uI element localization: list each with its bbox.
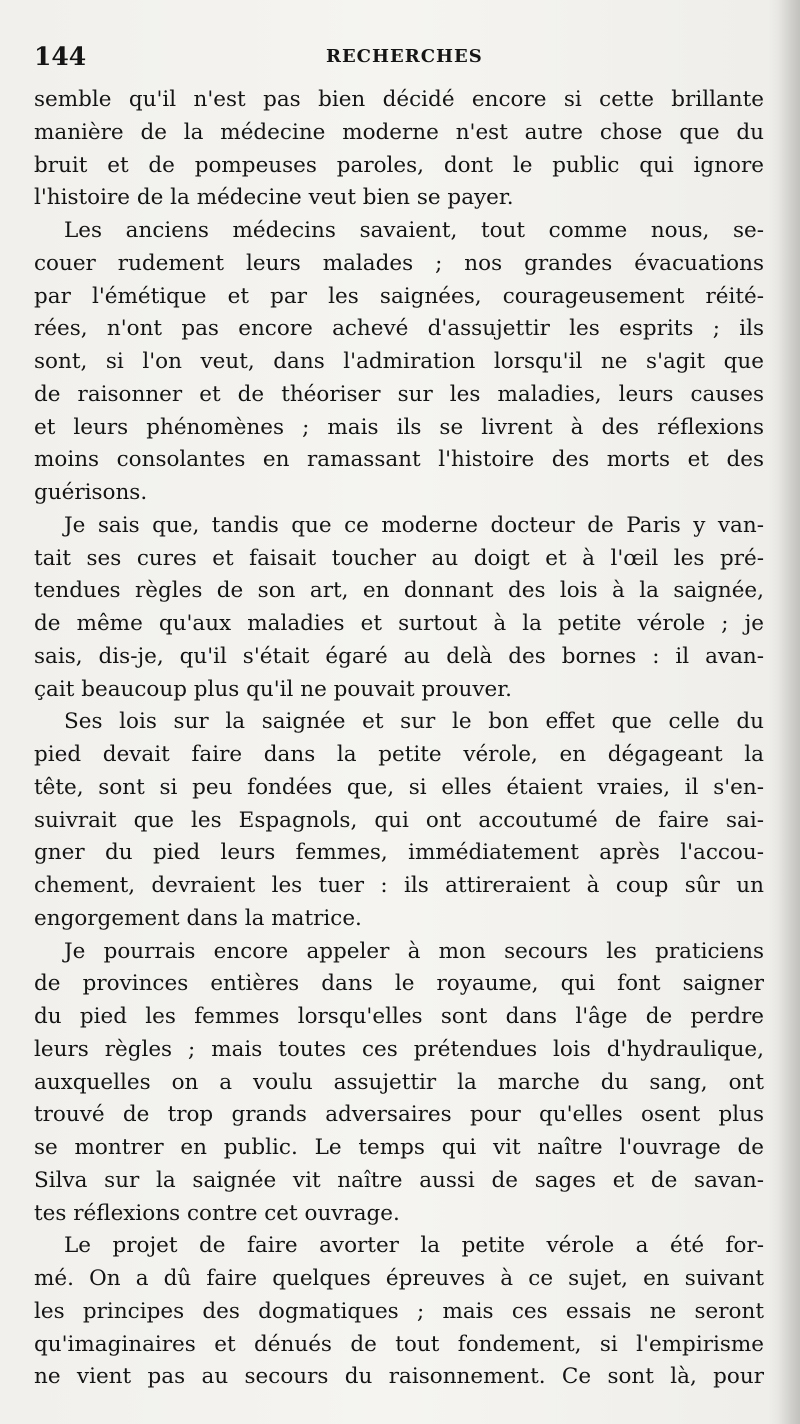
page-header (0, 40, 800, 80)
text-line: qu'imaginaires et dénués de tout fondement, si l'empirisme (34, 1331, 764, 1357)
page-number: 144 (34, 42, 87, 71)
text-line: engorgement dans la matrice. (34, 905, 362, 931)
text-line: Je sais que, tandis que ce moderne docteur de Paris y van- (64, 512, 764, 538)
text-line: par l'émétique et par les saignées, courageusement réité- (34, 283, 764, 309)
body-text (34, 84, 764, 1394)
text-line: Silva sur la saignée vit naître aussi de sages et de savan- (34, 1167, 764, 1193)
text-line: du pied les femmes lorsqu'elles sont dans l'âge de perdre (34, 1004, 764, 1029)
text-line: de même qu'aux maladies et surtout à la petite vérole ; je (34, 611, 764, 636)
text-line: leurs règles ; mais toutes ces prétendues lois d'hydraulique, (34, 1036, 764, 1062)
running-head: RECHERCHES (326, 46, 483, 67)
page-edge-shadow (778, 0, 800, 1424)
text-line: tendues règles de son art, en donnant des lois à la saignée, (34, 578, 764, 604)
text-line: Les anciens médecins savaient, tout comme nous, se- (64, 218, 764, 243)
text-line: rées, n'ont pas encore achevé d'assujettir les esprits ; ils (34, 316, 764, 342)
text-line: les principes des dogmatiques ; mais ces essais ne seront (34, 1298, 764, 1324)
text-line: guérisons. (34, 480, 148, 505)
text-line: suivrait que les Espagnols, qui ont accoutumé de faire sai- (34, 807, 764, 833)
text-line: Ses lois sur la saignée et sur le bon effet que celle du (64, 709, 764, 735)
text-line: sais, dis-je, qu'il s'était égaré au delà des bornes : il avan- (34, 643, 764, 669)
text-line: trouvé de trop grands adversaires pour qu'elles osent plus (34, 1102, 764, 1128)
text-line: tes réflexions contre cet ouvrage. (34, 1200, 400, 1226)
text-line: manière de la médecine moderne n'est autre chose que du (34, 119, 764, 145)
text-line: de raisonner et de théoriser sur les maladies, leurs causes (34, 381, 764, 407)
text-line: tait ses cures et faisait toucher au doigt et à l'œil les pré- (34, 545, 764, 571)
text-line: Je pourrais encore appeler à mon secours les praticiens (64, 938, 764, 964)
text-line: couer rudement leurs malades ; nos grandes évacuations (34, 250, 764, 276)
text-line: semble qu'il n'est pas bien décidé encore si cette brillante (34, 87, 764, 112)
text-line: ne vient pas au secours du raisonnement. Ce sont là, pour (34, 1364, 764, 1390)
text-line: l'histoire de la médecine veut bien se payer. (34, 185, 514, 211)
text-line: mé. On a dû faire quelques épreuves à ce sujet, en suivant (34, 1266, 764, 1291)
text-line: Le projet de faire avorter la petite vérole a été for- (64, 1233, 764, 1259)
text-line: auxquelles on a voulu assujettir la marche du sang, ont (34, 1069, 764, 1095)
text-line: se montrer en public. Le temps qui vit naître l'ouvrage de (34, 1135, 764, 1160)
text-line: tête, sont si peu fondées que, si elles étaient vraies, il s'en- (34, 774, 764, 800)
text-line: pied devait faire dans la petite vérole, en dégageant la (34, 742, 764, 767)
text-line: moins consolantes en ramassant l'histoire des morts et des (34, 447, 764, 473)
text-line: de provinces entières dans le royaume, qui font saigner (34, 971, 764, 997)
text-line: çait beaucoup plus qu'il ne pouvait prouver. (34, 676, 512, 702)
text-line: sont, si l'on veut, dans l'admiration lorsqu'il ne s'agit que (34, 349, 764, 374)
text-line: et leurs phénomènes ; mais ils se livrent à des réflexions (34, 414, 764, 440)
text-line: chement, devraient les tuer : ils attireraient à coup sûr un (34, 873, 764, 898)
text-line: bruit et de pompeuses paroles, dont le public qui ignore (34, 152, 764, 178)
text-line: gner du pied leurs femmes, immédiatement après l'accou- (34, 840, 764, 866)
